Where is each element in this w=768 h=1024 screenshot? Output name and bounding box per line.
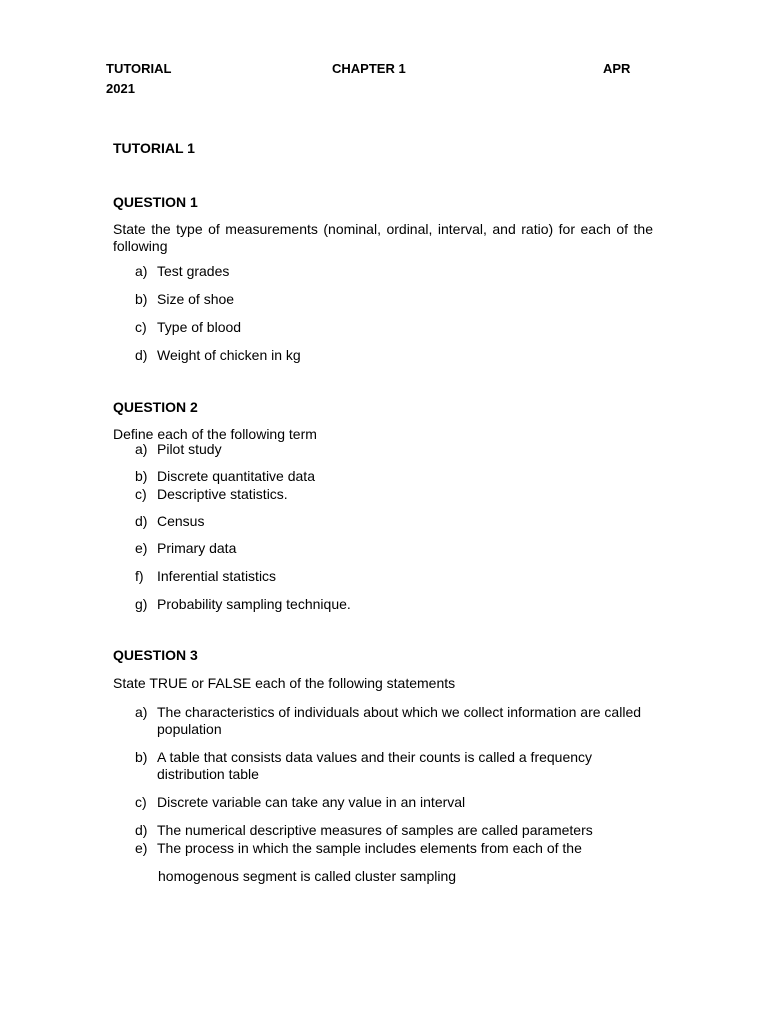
item-label: e) [135,840,148,856]
item-label: b) [135,749,148,765]
header-year: 2021 [106,81,135,96]
item-label: c) [135,319,147,335]
item-continuation: homogenous segment is called cluster sampling [158,868,457,884]
question-3-heading: QUESTION 3 [113,647,198,663]
item-label: d) [135,513,148,529]
item-label: a) [135,704,148,720]
item-text: Test grades [157,263,230,279]
item-label: c) [135,486,147,502]
item-label: f) [135,568,144,584]
item-text: Census [157,513,205,529]
item-text: Discrete quantitative data [157,468,315,484]
item-label: a) [135,441,148,457]
item-text: Descriptive statistics. [157,486,288,502]
page-title: TUTORIAL 1 [113,140,195,156]
item-text: Type of blood [157,319,242,335]
question-3-prompt: State TRUE or FALSE each of the following statements [113,675,456,691]
item-label: g) [135,596,148,612]
item-text: Inferential statistics [157,568,277,584]
item-label: c) [135,794,147,810]
header-left: TUTORIAL [106,61,172,76]
item-text: Size of shoe [157,291,235,307]
item-text: Probability sampling technique. [157,596,351,612]
item-label: d) [135,822,148,838]
question-1-heading: QUESTION 1 [113,194,198,210]
item-text: Weight of chicken in kg [157,347,301,363]
item-label: e) [135,540,148,556]
item-text: Discrete variable can take any value in an interval [157,794,466,810]
item-text: Primary data [157,540,237,556]
question-2-prompt: Define each of the following term [113,426,317,442]
item-label: b) [135,291,148,307]
item-text: The numerical descriptive measures of samples are called parameters [157,822,593,838]
item-label: a) [135,263,148,279]
header-center: CHAPTER 1 [332,61,406,76]
header-right: APR [603,61,631,76]
item-text: A table that consists data values and their counts is called a frequency distribution table [157,749,593,782]
question-1-prompt: State the type of measurements (nominal, ordinal, interval, and ratio) for each of the following [113,221,653,254]
item-label: b) [135,468,148,484]
item-text: The characteristics of individuals about which we collect information are called population [157,704,642,737]
question-2-heading: QUESTION 2 [113,399,198,415]
item-text: Pilot study [157,441,222,457]
item-label: d) [135,347,148,363]
item-text: The process in which the sample includes elements from each of the [157,840,582,856]
